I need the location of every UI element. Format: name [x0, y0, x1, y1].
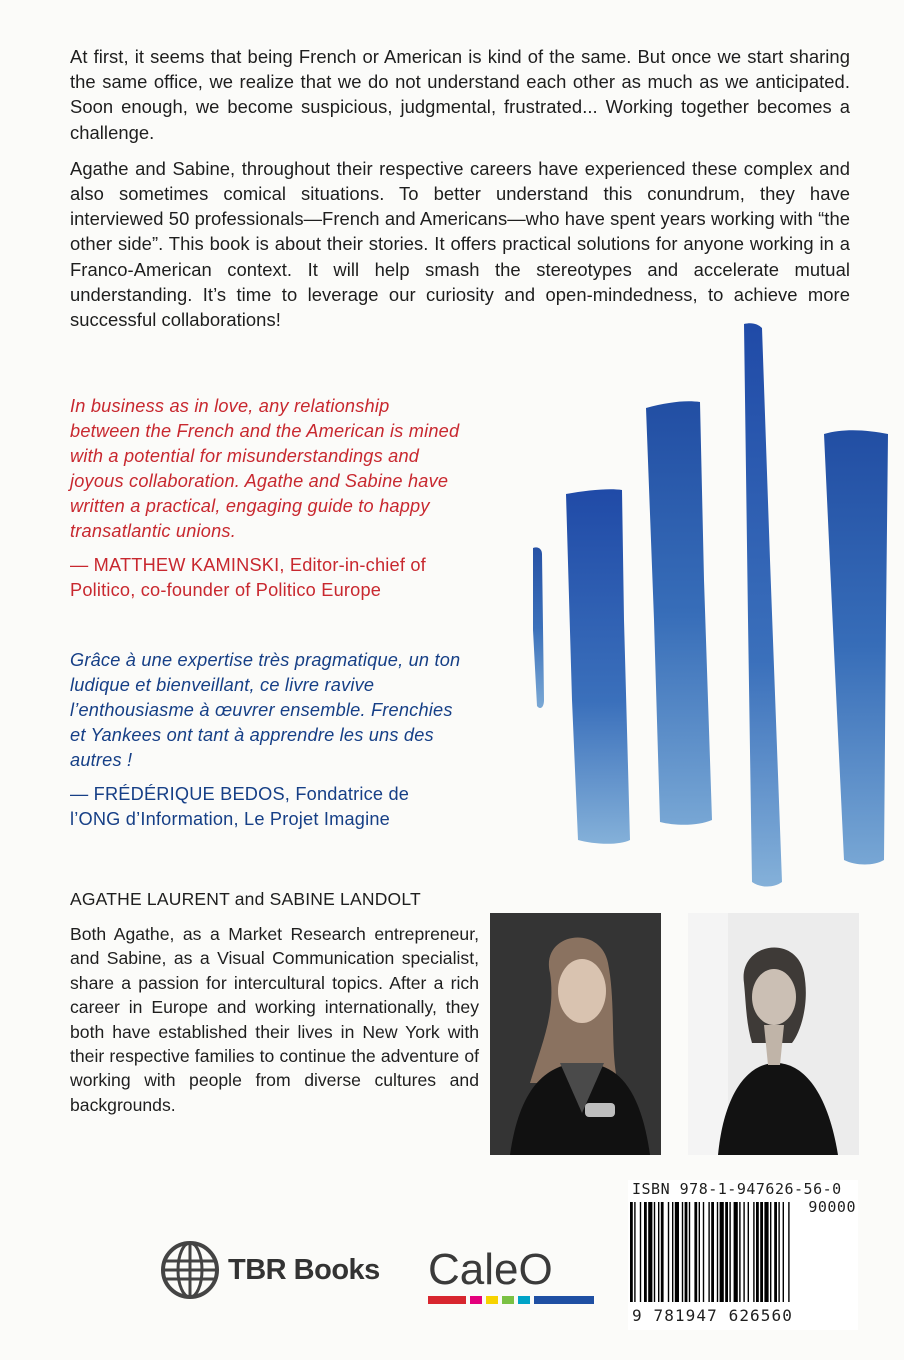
intro-paragraph-2: Agathe and Sabine, throughout their respective careers have experienced these complex and also sometimes comical situations. To better understand this conundrum, they have interviewed 50 professionals—French and Americans—who have spent years working with “the other side”. This book is about their stories. It offers practical solutions for anyone working in a Franco-American context. It will help smash the stereotypes and accelerate mutual understanding. It’s time to leverage our curiosity and open-mindedness, to achieve more successful collaborations! — [70, 157, 850, 331]
intro-text — [70, 44, 850, 343]
publisher-name: TBR Books — [228, 1254, 380, 1286]
caleo-logo — [428, 1232, 594, 1312]
quote-bedos-attribution: — FRÉDÉRIQUE BEDOS, Fondatrice de l’ONG d’Information, Le Projet Imagine — [70, 784, 410, 829]
paint-stroke-4 — [744, 323, 782, 886]
quote-kaminski — [70, 394, 462, 603]
globe-icon — [160, 1240, 220, 1300]
price-code: 90000 — [808, 1198, 856, 1216]
paint-stroke-1 — [533, 547, 544, 708]
caleo-wordmark: CaleO — [428, 1245, 553, 1294]
author-photo-sabine — [688, 913, 859, 1155]
watercolor-strokes — [500, 320, 890, 890]
authors-heading: AGATHE LAURENT and SABINE LANDOLT — [70, 889, 421, 909]
intro-paragraph-1: At first, it seems that being French or American is kind of the same. But once we start sharing the same office, we realize that we do not understand each other as much as we anticipated. Soon enough, we become suspicious, judgmental, frustrated... Working together becomes a challenge. — [70, 46, 850, 143]
quote-bedos-text: Grâce à une expertise très pragmatique, un ton ludique et bienveillant, ce livre ravive l’enthousiasme à œuvrer ensemble. Frenchies et Yankees ont tant à apprendre les uns des autres ! — [70, 650, 461, 770]
paint-stroke-2 — [566, 489, 630, 844]
author-photo-agathe — [490, 913, 661, 1155]
isbn-text: ISBN 978-1-947626-56-0 — [632, 1180, 842, 1198]
quote-kaminski-text: In business as in love, any relationship between the French and the American is mined with a potential for misunderstandings and joyous collaboration. Agathe and Sabine have written a practical, engaging guide to happy transatlantic unions. — [70, 396, 460, 541]
barcode-block — [628, 1180, 858, 1330]
barcode-bars — [628, 1198, 858, 1308]
authors-bio: Both Agathe, as a Market Research entrepreneur, and Sabine, as a Visual Communication specialist, share a passion for intercultural topics. After a rich career in Europe and working internationally, they both have established their lives in New York with their respective families to continue the adventure of working with people from diverse cultures and backgrounds. — [70, 924, 479, 1115]
ean-digits: 9 781947 626560 — [632, 1306, 793, 1325]
quote-kaminski-attribution: — MATTHEW KAMINSKI, Editor-in-chief of Politico, co-founder of Politico Europe — [70, 555, 426, 600]
paint-stroke-3 — [646, 401, 712, 825]
paint-stroke-5 — [824, 430, 888, 864]
quote-bedos — [70, 648, 462, 832]
